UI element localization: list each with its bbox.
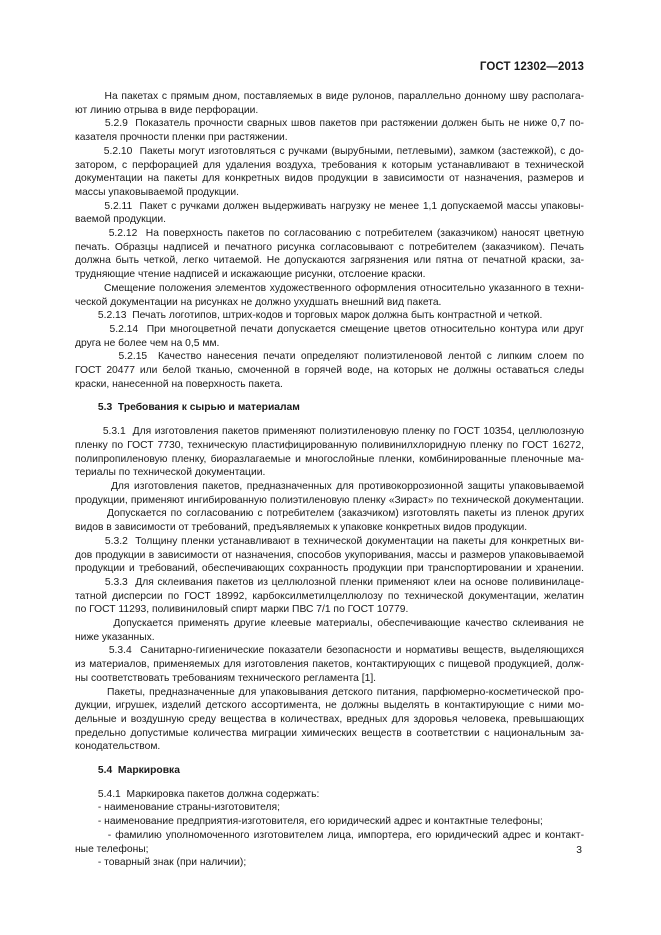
text-line: 5.2.12 На поверхность пакетов по согласованию с потребителем (заказчиком) наносят цветную	[75, 228, 584, 240]
paragraph	[75, 815, 584, 829]
text-line: На пакетах с прямым дном, поставляемых в виде рулонов, параллельно донному шву располага-	[75, 91, 584, 102]
text-line: Допускается по согласованию с потребителем (заказчиком) изготовлять пакеты из пленок других	[75, 508, 584, 520]
paragraph	[75, 686, 584, 755]
text-line: ют линию отрыва в виде перфорации.	[75, 104, 259, 116]
text-line: Допускается применять другие клеевые материалы, обеспечивающие качество склеивания не	[75, 618, 584, 630]
text-line: - товарный знак (при наличии);	[75, 857, 247, 869]
paragraph	[75, 480, 584, 507]
paragraph	[75, 200, 584, 227]
text-line: трудняющие чтение надписей и искажающие рисунки, отслоение краски.	[75, 269, 426, 281]
document-header: ГОСТ 12302—2013	[479, 61, 584, 73]
text-line: дов продукции в зависимости от назначения, способов укупоривания, массы и размеров упаковываемой	[75, 549, 584, 561]
text-line: ваемой продукции.	[75, 214, 166, 226]
paragraph	[75, 227, 584, 282]
text-line: 5.2.10 Пакеты могут изготовляться с ручками (вырубными, петлевыми), замком (застежкой), с до-	[75, 145, 584, 157]
text-line: по ГОСТ 11293, поливиниловый спирт марки ПВС 7/1 по ГОСТ 10779.	[75, 604, 409, 616]
text-line: татной дисперсии по ГОСТ 18992, карбоксилметилцеллюлозу по технической документации, желатин	[75, 590, 584, 602]
text-line: 5.2.9 Показатель прочности сварных швов пакетов при растяжении должен быть не ниже 0,7 по-	[75, 118, 584, 130]
paragraph	[75, 576, 584, 617]
section-gap	[75, 391, 584, 401]
text-line: из материалов, применяемых для изготовления пакетов, контактирующих с пищевой продукцией, долж-	[75, 659, 584, 671]
paragraph	[75, 856, 584, 870]
text-line: ниже указанных.	[75, 631, 155, 643]
paragraph	[75, 535, 584, 576]
paragraph	[75, 350, 584, 391]
text-line: Смещение положения элементов художественного оформления относительно указанного в техни-	[75, 282, 584, 294]
text-line: 5.2.15 Качество нанесения печати определяют полиэтиленовой лентой с липким слоем по	[75, 351, 584, 363]
text-line: Для изготовления пакетов, предназначенных для противокоррозионной защиты упаковываемой	[75, 480, 584, 492]
paragraph	[75, 117, 584, 144]
paragraph	[75, 617, 584, 644]
text-line: - наименование страны-изготовителя;	[75, 802, 280, 814]
text-line: полипропиленовую пленку, биоразлагаемые и многослойные пленки, комбинированные пленочные ма-	[75, 453, 584, 465]
text-line: - фамилию уполномоченного изготовителем лица, импортера, его юридический адрес и контакт-	[75, 829, 584, 841]
text-line: териалы по технической документации.	[75, 467, 266, 479]
text-line: - наименование предприятия-изготовителя, его юридический адрес и контактные телефоны;	[75, 816, 543, 828]
paragraph	[75, 801, 584, 815]
section-heading: 5.3 Требования к сырью и материалам	[75, 402, 300, 414]
paragraph	[75, 309, 584, 323]
text-line: краски, нанесенной на поверхность пакета.	[75, 378, 283, 390]
paragraph	[75, 829, 584, 856]
text-line: видов в зависимости от требований, предъявляемых к упаковке конкретных видов продукции.	[75, 522, 528, 534]
text-line: предельно допустимые количества миграции химических веществ в соответствии с национальным за-	[75, 727, 584, 739]
section-gap	[75, 415, 584, 425]
text-line: 5.3.4 Санитарно-гигиенические показатели безопасности и нормативы веществ, выделяющихся	[75, 645, 584, 657]
section-heading: 5.4 Маркировка	[75, 765, 180, 777]
text-line: пленку по ГОСТ 7730, техническую пластифицированную поливинилхлоридную пленку по ГОСТ 16272,	[75, 439, 584, 451]
paragraph	[75, 323, 584, 350]
text-line: ные телефоны;	[75, 843, 149, 855]
text-line: конодательством.	[75, 741, 161, 753]
text-line: 5.3.1 Для изготовления пакетов применяют полиэтиленовую пленку по ГОСТ 10354, целлюлозную	[75, 426, 584, 438]
paragraph	[75, 282, 584, 309]
text-line: 5.3.2 Толщину пленки устанавливают в технической документации на пакеты для конкретных ви-	[75, 535, 584, 547]
text-line: 5.2.14 При многоцветной печати допускается смещение цветов относительно контура или друг	[75, 323, 584, 335]
text-line: ны соответствовать требованиям технического регламента [1].	[75, 672, 377, 684]
paragraph	[75, 145, 584, 200]
text-line: массы упаковываемой продукции.	[75, 186, 239, 198]
text-line: документации на пакеты для конкретных видов продукции в зависимости от назначения, размеров и	[75, 173, 584, 185]
text-line: дельные и воздушную среду вещества в количествах, вредных для здоровья человека, превышающих	[75, 713, 584, 725]
paragraph	[75, 644, 584, 685]
text-line: 5.3.3 Для склеивания пакетов из целлюлозной пленки применяют клеи на основе поливинилаце-	[75, 576, 584, 588]
text-line: Пакеты, предназначенные для упаковывания детского питания, парфюмерно-косметической про-	[75, 686, 584, 698]
text-line: затором, с перфорацией для удаления воздуха, требования к которым устанавливают в технической	[75, 159, 584, 171]
text-line: ческой документации на рисунках не должно ухудшать внешний вид пакета.	[75, 296, 442, 308]
text-line: друга не более чем на 0,5 мм.	[75, 337, 220, 349]
paragraph	[75, 788, 584, 802]
text-line: продукции, применяют ингибированную полиэтиленовую пленку «Зираст» по технической документации.	[75, 494, 584, 506]
page-number: 3	[576, 845, 582, 856]
paragraph	[75, 507, 584, 534]
text-line: продукции и требований, обеспечивающих сохранность продукции при транспортировании и хранении.	[75, 563, 584, 575]
text-line: печать. Образцы надписей и печатного рисунка согласовывают с потребителем (заказчиком). Печать	[75, 241, 584, 253]
text-line: дукции, игрушек, изделий детского ассортимента, не должны выделять в контактирующие с ними мо-	[75, 700, 584, 712]
text-line: 5.4.1 Маркировка пакетов должна содержать:	[75, 788, 320, 800]
text-line: казателя прочности пленки при растяжении.	[75, 132, 288, 144]
text-line: 5.2.13 Печать логотипов, штрих-кодов и торговых марок должна быть контрастной и четкой.	[75, 310, 543, 322]
paragraph	[75, 425, 584, 480]
text-line: 5.2.11 Пакет с ручками должен выдерживать нагрузку не менее 1,1 допускаемой массы упаковы-	[75, 200, 584, 212]
text-line: должна быть четкой, легко читаемой. Не допускаются загрязнения или пятна от печатной краски, за-	[75, 255, 584, 267]
paragraph	[75, 90, 584, 117]
document-body	[75, 90, 584, 870]
section-gap	[75, 754, 584, 764]
text-line: ГОСТ 20477 или белой тканью, смоченной в горячей воде, на которых не должны оставаться следы	[75, 365, 584, 377]
section-gap	[75, 778, 584, 788]
